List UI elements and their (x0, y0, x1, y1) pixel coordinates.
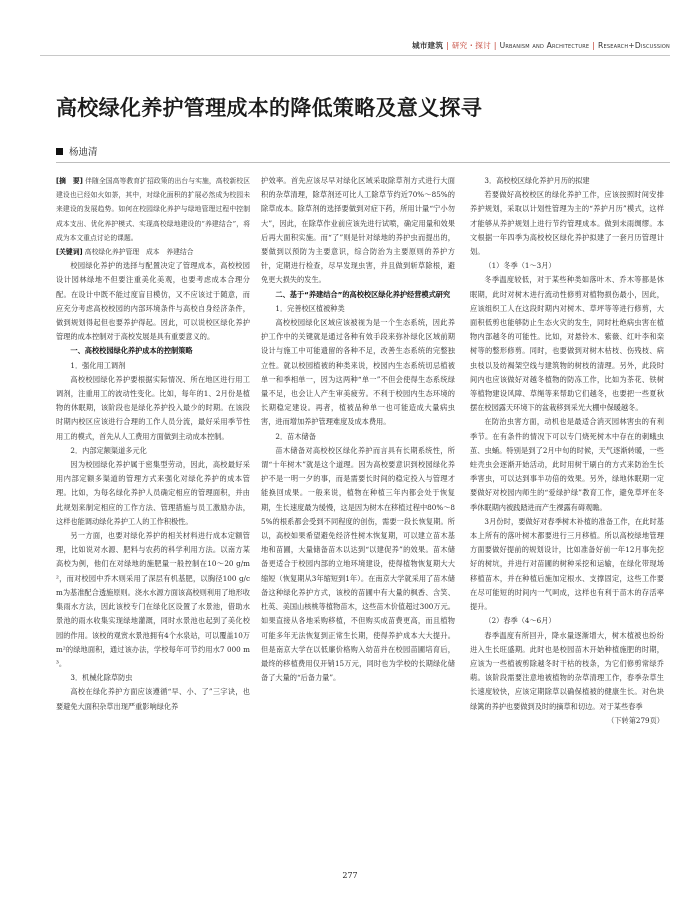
journal-name-english: Urbanism and Architecture (499, 41, 590, 50)
paragraph: 高校校园绿化养护要根据实际情况、所在地区进行用工调剂，注重用工的波动性变化。比如，每年的1、2月份是植物的休眠期，该阶段也是绿化养护投入最少的时期。在该段时期内校区应该进行合理的工作人员分流，最好采用季节性用工的模式，首先从人工费用方面做到主动成本控制。 (56, 374, 250, 441)
abstract-label: [摘 要] (56, 177, 83, 185)
author-rule (56, 162, 670, 163)
subsection-heading: 2．内部定额渠道多元化 (70, 445, 147, 455)
running-header (230, 40, 670, 51)
paragraph: 春季温度有所回升，降水量逐渐增大，树木植被也纷纷进入生长旺盛期。此时也是校园苗木开始种植施肥的时期，应该为一些植被剪除越冬时干枯的枝条，为它们修剪常绿乔萌。该阶段需要注意地被植物的杂草清理工作，春季杂草生长速度较快，应该定期除草以确保植被的健康生长。对色块绿篱的养护也要做到及时的摘草和切边。对于某些春季 (470, 630, 664, 711)
subsection-heading: 1．强化用工调剂 (70, 360, 126, 370)
abstract (56, 174, 250, 245)
paragraph: 冬季温度较低，对于某些种类如落叶木、乔木等都是休眠期，此时对树木进行流动性修剪对植物损伤最小，因此，应该组织工人在这段时期内对树木、草坪等等进行修剪，大面积低剪也能够防止生态火灾的发生，同时杜绝病虫害在植物内部越冬的可能性。比如，对悬铃木、紫薇、红叶李和栾树等的整形修剪。同时，也要做到对树木枯枝、伤残枝、病虫枝以及纺褐架空线与建筑物的树枝的清理。另外，此段时间内也应该做好对越冬植物的防冻工作，比如为茶花、铁树等植物建设风障、草绳等来帮助它们越冬，也要把一些夏秋摆在校园露天环境下的盆栽移到采光大棚中保暖越冬。 (470, 275, 664, 413)
column-2 (261, 174, 455, 849)
paragraph: 苗木储备对高校校区绿化养护而言具有长期系统性，所谓“十年树木”就是这个道理。因为高校要意识到校园绿化养护不是一明一夕的事，而是需要长时间的稳定投入与管理才能换回成果。一般来说，植物在种植三年内都会处于恢复期，生长速度最为缓慢，这是因为树木在移植过程中80%～85%的根系都会受到不同程度的创伤，需要一段长恢复期。所以，高校如果希望避免经济性树木恢复期，可以建立苗木基地和苗圃，大量储备苗木以达到“以建促养”的效果。苗木储备更适合于校园内部的立地环境建设，使得植物恢复期大大缩短（恢复期从3年缩短到1年）。在南京大学就采用了苗木储备这种绿化养护方式，该校的苗圃中有大量的枫香、含笑、杜英、美国山核桃等植物苗木，这些苗木价值超过300万元。如果直接从各地采购移植，不但购买成苗费更高，而且植物可能多年无法恢复到正常生长期，使得养护成本大大提升。但是南京大学在以低廉价格购入幼苗并在校园苗圃培育后，最终的移植费用仅开销15万元，同时也为学校的长期绿化储备了大量的“后备力量”。 (261, 445, 455, 683)
journal-section: 研究・探讨 (451, 41, 491, 50)
author-line (56, 144, 98, 158)
journal-section-english: Research+Discussion (598, 41, 670, 50)
keywords-label: [关键词] (56, 248, 83, 257)
subsection-heading: （2）春季（4～6月） (484, 616, 556, 626)
header-separator: | (446, 41, 449, 50)
subsection-heading: 3．机械化除草防虫 (70, 673, 133, 683)
column-3 (470, 174, 664, 849)
page-number: 277 (342, 871, 358, 880)
keywords-text: 高校绿化养护管理 成本 养建结合 (84, 248, 194, 257)
square-bullet-icon (56, 148, 63, 155)
subsection-heading: （1）冬季（1～3月） (484, 261, 556, 271)
author-name: 杨迪清 (69, 147, 98, 158)
journal-name: 城市建筑 (411, 41, 444, 50)
paragraph: 高校在绿化养护方面应该遵循“早、小、了”三字诀，也要避免大面积杂草出现严重影响绿化养 (56, 687, 250, 711)
column-1 (56, 174, 250, 849)
subsection-heading: 2．苗木储备 (275, 431, 316, 441)
keywords (56, 245, 250, 259)
subsection-heading: 3．高校校区绿化养护月历的拟建 (484, 176, 590, 185)
paragraph: 3月份时，要做好对春季树木补植的准备工作，在此时基本上所有的落叶树木都要进行三月移植。所以高校绿地管理方面要做好提前的规划设计，比如准备好前一年12月事先挖好的树坑，并进行对苗圃的树种采挖和运输，在绿化带现场移植苗木，并在种植后施加定根水、支撑固定，这些工作要在尽可能短的时间内一气呵成，这样也有利于苗木的存活率提升。 (470, 516, 664, 612)
header-separator: | (592, 41, 596, 50)
section-heading: 一、高校校园绿化养护成本的控制策略 (70, 346, 193, 356)
paragraph: 因为校园绿化养护属于密集型劳动，因此，高校最好采用内部定额多渠道的管理方式来强化对绿化养护的成本管理。比如，为每名绿化养护人员确定相应的管理面积，并由此规划来制定相应的工作方法、管理措施与员工激励办法，这样也能调动绿化养护工人的工作积极性。 (56, 460, 250, 526)
section-heading: 二、基于“养建结合”的高校校区绿化养护经营模式研究 (275, 289, 451, 299)
header-rule (40, 55, 670, 56)
paragraph: 护效率。首先应该尽早对绿化区域采取除草剂方式进行大面积的杂草清理，除草剂还可比人工除草节约近70%～85%的除草成本。除草剂的选择要做到对症下药，所用计量“宁小勿大”，因此，在除草作业前应该先进行试喷，确定用量和效果后再大面积实施。而“了”则是针对绿地的养护虫而提出的，要做到以预防为主要意识，综合防治为主要原则的养护方针，定期进行检查，尽早发现虫害，并且做到斩草除根，避免更大损失的发生。 (261, 176, 455, 285)
header-separator: | (493, 41, 497, 50)
paragraph: 在防治虫害方面，动机也是最适合消灭园林害虫的有利季节。在有条件的情况下可以专门烧死树木中存在的刺蛾虫茧、虫蛹。特别是到了2月中旬的时候，天气逐渐转暖，一些蛀壳虫会逐渐开始活动，此时用树干刷白的方式来防治生长季害虫，可以达到事半功倍的效果。另外，绿地休眠期一定要做好对校园内师生的“爱绿护绿”教育工作，避免草坪在冬季休眠期内被践踏进而产生裸露有碍观瞻。 (470, 417, 664, 512)
continued-note: （下转第279页） (607, 715, 664, 725)
abstract-text: 伴随全国高等教育扩招政策的出台与实施，高校新校区建设也已经如火如荼，其中，对绿化面积的扩展必然成为校园未来建设的发展趋势。如何在校园绿化养护与绿地管理过程中控制成本支出、优化养护模式、实现高校绿地建设的“养建结合”，将成为本文重点讨论的课题。 (56, 177, 250, 242)
paragraph: 若要做好高校校区的绿化养护工作，应该按照时间安排养护规划，采取以计划性管理为主的“养护月历”模式，这样才能够从养护规划上进行节约管理成本。做到未雨绸缪。本文根据一年四季为高校校区绿化养护拟建了一套月历管理计划。 (470, 190, 664, 257)
intro-paragraph: 校园绿化养护的选择与配置决定了管理成本，高校校园设计园林绿地不但要注重美化美观，也要考虑成本合理分配。在设计中既不能过度盲目模仿，又不应该过于随意，而应充分考虑高校校园的内部环境条件与高校自身经济条件，做到规划得起但也要养护得起。因此，可以说校区绿化养护管理的成本控制对于高校发展是具有重要意义的。 (56, 261, 250, 342)
paragraph: 另一方面，也要对绿化养护的相关材料进行成本定额管理，比如说对水源、肥料与农药的科学利用方法。以南方某高校为例，他们在对绿地的施肥量一般控制在10～20 g/m²，而对校园中乔木则采用了深层有机基肥，以胸径100 g/cm为基准配合透施原则。浇水水源方面该高校则利用了地形收集雨水方法，因此该校专门在绿化区设置了水景池，借助水景池的雨水收集实现绿地灌溉，同时水景池也起到了美化校园的作用。该校的观赏水景池拥有4个水泉站，可以覆盖10万m²的绿地面积，通过该办法，学校每年可节约用水7 000 m³。 (56, 531, 250, 668)
paragraph: 高校校园绿化区域应该被视为是一个生态系统，因此养护工作中的关键就是通过各种有效手段来弥补绿化区域前期设计与施工中可能遗留的各种不足，改善生态系统的完整独立性。就以校园植被的种类来说，校园内生态系统切忌植被单一和季相单一，因为这两种“单一”不但会使得生态系统绿量不足，也会让人产生审美疲劳。不利于校园内生态环境的长期稳定建设。再者，植被品种单一也可能造成大量病虫害，进而增加养护管理难度及成本费用。 (261, 318, 455, 427)
subsection-heading: 1．完善校区植被种类 (275, 303, 345, 313)
article-title: 高校绿化养护管理成本的降低策略及意义探寻 (56, 96, 482, 120)
